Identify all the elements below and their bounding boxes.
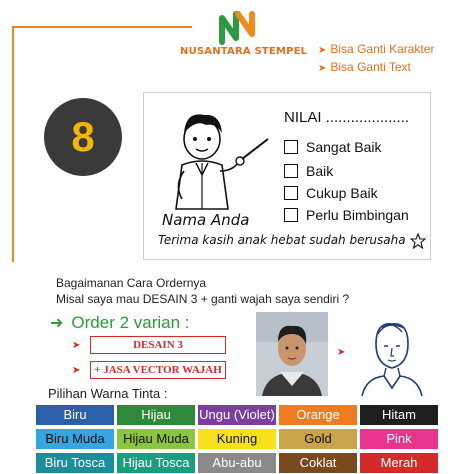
feature-label: Bisa Ganti Karakter	[330, 42, 435, 56]
option-label: Baik	[306, 163, 334, 179]
design-number-badge	[44, 98, 122, 176]
option-sangat-baik	[284, 139, 382, 155]
brand-logo	[218, 10, 258, 46]
arrow-right-icon: ➤	[318, 45, 327, 56]
order-example: Misal saya mau DESAIN 3 + ganti wajah saya sendiri ?	[56, 292, 350, 306]
arrow-right-icon: ➤	[318, 63, 327, 74]
checkbox-icon	[284, 164, 298, 178]
checkbox-icon	[284, 186, 298, 200]
order-heading-label: Order 2 varian :	[71, 313, 190, 332]
brand-name: NUSANTARA STEMPEL	[180, 46, 308, 57]
ink-color-swatch: Kuning	[198, 429, 276, 449]
ink-color-swatch: Biru Muda	[36, 429, 114, 449]
frame-top-line	[12, 26, 192, 28]
arrow-right-icon: ➜	[50, 315, 64, 332]
ink-color-swatch: Biru	[36, 405, 114, 425]
variant-vector-box: + JASA VECTOR WAJAH	[90, 361, 226, 379]
checkbox-icon	[284, 208, 298, 222]
frame-left-line	[12, 26, 14, 262]
ink-color-swatch: Ungu (Violet)	[198, 405, 276, 425]
ink-color-swatch: Coklat	[279, 453, 357, 473]
star-icon	[410, 233, 426, 249]
ink-colors-title: Pilihan Warna Tinta :	[48, 386, 168, 401]
ink-color-swatch: Merah	[360, 453, 438, 473]
arrow-right-icon: ➤	[72, 365, 81, 376]
option-label: Cukup Baik	[306, 185, 378, 201]
ink-color-swatch: Biru Tosca	[36, 453, 114, 473]
feature-item-text	[318, 60, 411, 74]
ink-color-swatch: Gold	[279, 429, 357, 449]
checkbox-icon	[284, 140, 298, 154]
ink-color-swatch: Hijau Muda	[117, 429, 195, 449]
option-perlu-bimbingan	[284, 207, 409, 223]
arrow-right-icon: ➤	[72, 340, 81, 351]
arrow-right-icon: ➤	[337, 347, 346, 358]
stamp-thanks-text: Terima kasih anak hebat sudah berusaha	[158, 233, 406, 247]
variant-design-box: DESAIN 3	[90, 336, 226, 354]
option-label: Sangat Baik	[306, 139, 382, 155]
stamp-name-text: Nama Anda	[162, 211, 250, 229]
feature-label: Bisa Ganti Text	[330, 60, 411, 74]
option-label: Perlu Bimbingan	[306, 207, 409, 223]
order-heading	[50, 313, 190, 333]
option-baik	[284, 163, 333, 179]
nilai-label: NILAI ....................	[284, 109, 410, 126]
ink-color-swatch: Hitam	[360, 405, 438, 425]
ink-color-swatch: Hijau	[117, 405, 195, 425]
order-question: Bagaimanan Cara Ordernya	[56, 276, 207, 290]
option-cukup-baik	[284, 185, 378, 201]
stamp-design-preview	[143, 92, 431, 260]
ink-color-swatch: Orange	[279, 405, 357, 425]
feature-item-karakter	[318, 42, 434, 56]
vector-face-sketch	[356, 312, 426, 396]
teacher-illustration	[162, 105, 272, 219]
design-number: 8	[71, 113, 95, 160]
ink-color-swatch: Abu-abu	[198, 453, 276, 473]
ink-color-swatch: Hijau Tosca	[117, 453, 195, 473]
ink-color-swatch: Pink	[360, 429, 438, 449]
customer-photo	[256, 312, 328, 396]
